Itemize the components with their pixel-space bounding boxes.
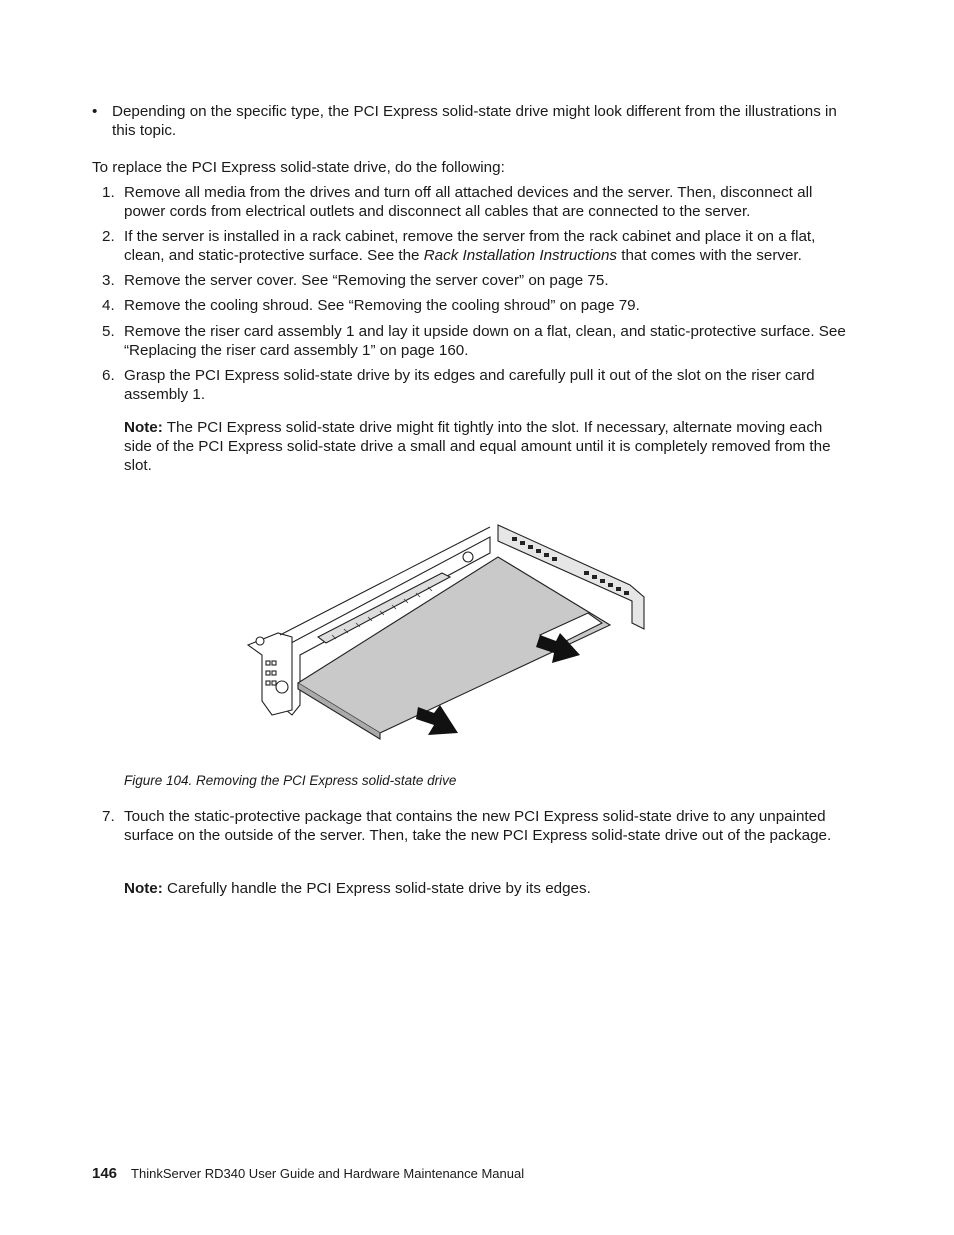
bullet-text: Depending on the specific type, the PCI Express solid-state drive might look different from the illustrations in this topic. bbox=[112, 103, 837, 139]
step-text: Grasp the PCI Express solid-state drive by its edges and carefully pull it out of the slot on the riser card assembly 1. bbox=[124, 367, 815, 403]
page-number: 146 bbox=[92, 1165, 118, 1182]
note-paragraph bbox=[124, 879, 842, 898]
step-3 bbox=[92, 271, 852, 290]
step-number: 7. bbox=[102, 808, 115, 825]
note-text: The PCI Express solid-state drive might fit tightly into the slot. If necessary, alternate moving each side of the PCI Express solid-state drive a small and equal amount until it is completely removed from the slot. bbox=[124, 419, 831, 474]
note-label: Note: bbox=[124, 419, 163, 436]
bullet-item bbox=[92, 102, 852, 140]
step-5 bbox=[92, 322, 852, 360]
step-text-part: that comes with the server. bbox=[617, 247, 802, 264]
step-7 bbox=[92, 807, 852, 845]
manual-title: ThinkServer RD340 User Guide and Hardware Maintenance Manual bbox=[131, 1166, 525, 1181]
step-number: 2. bbox=[102, 228, 115, 245]
step-number: 4. bbox=[102, 297, 115, 314]
note-text: Carefully handle the PCI Express solid-state drive by its edges. bbox=[162, 880, 591, 897]
step-text-part: If the server is installed in a rack cabinet, remove the server from the rack cabinet and place it on a flat, clean, and static-protective surface. See the bbox=[124, 228, 816, 264]
step-text: Remove all media from the drives and turn off all attached devices and the server. Then, disconnect all power cords from electrical outlets and disconnect all cables that are connected to the server. bbox=[124, 184, 813, 220]
note-paragraph bbox=[124, 418, 842, 475]
intro-text: To replace the PCI Express solid-state drive, do the following: bbox=[92, 159, 505, 176]
bullet-symbol: • bbox=[92, 103, 98, 120]
step-number: 1. bbox=[102, 184, 115, 201]
page-footer bbox=[92, 1164, 524, 1183]
step-6 bbox=[92, 366, 852, 404]
riser-card-illustration bbox=[240, 505, 660, 745]
note-label: Note: bbox=[124, 880, 163, 897]
step-1 bbox=[92, 183, 852, 221]
step-number: 6. bbox=[102, 367, 115, 384]
step-number: 3. bbox=[102, 272, 115, 289]
step-text: Remove the riser card assembly 1 and lay it upside down on a flat, clean, and static-protective surface. See “Replacing the riser card assembly 1” on page 160. bbox=[124, 323, 846, 359]
figure-caption: Figure 104. Removing the PCI Express solid-state drive bbox=[124, 773, 457, 788]
step-text: Remove the cooling shroud. See “Removing the cooling shroud” on page 79. bbox=[124, 297, 640, 314]
step-4 bbox=[92, 296, 852, 315]
step-text: Touch the static-protective package that contains the new PCI Express solid-state drive to any unpainted surface on the outside of the server. Then, take the new PCI Express solid-state drive out of the package. bbox=[124, 808, 832, 844]
step-2 bbox=[92, 227, 852, 265]
rack-instructions-title: Rack Installation Instructions bbox=[423, 247, 618, 264]
step-text bbox=[124, 227, 852, 265]
step-number: 5. bbox=[102, 323, 115, 340]
step-text: Remove the server cover. See “Removing the server cover” on page 75. bbox=[124, 272, 609, 289]
